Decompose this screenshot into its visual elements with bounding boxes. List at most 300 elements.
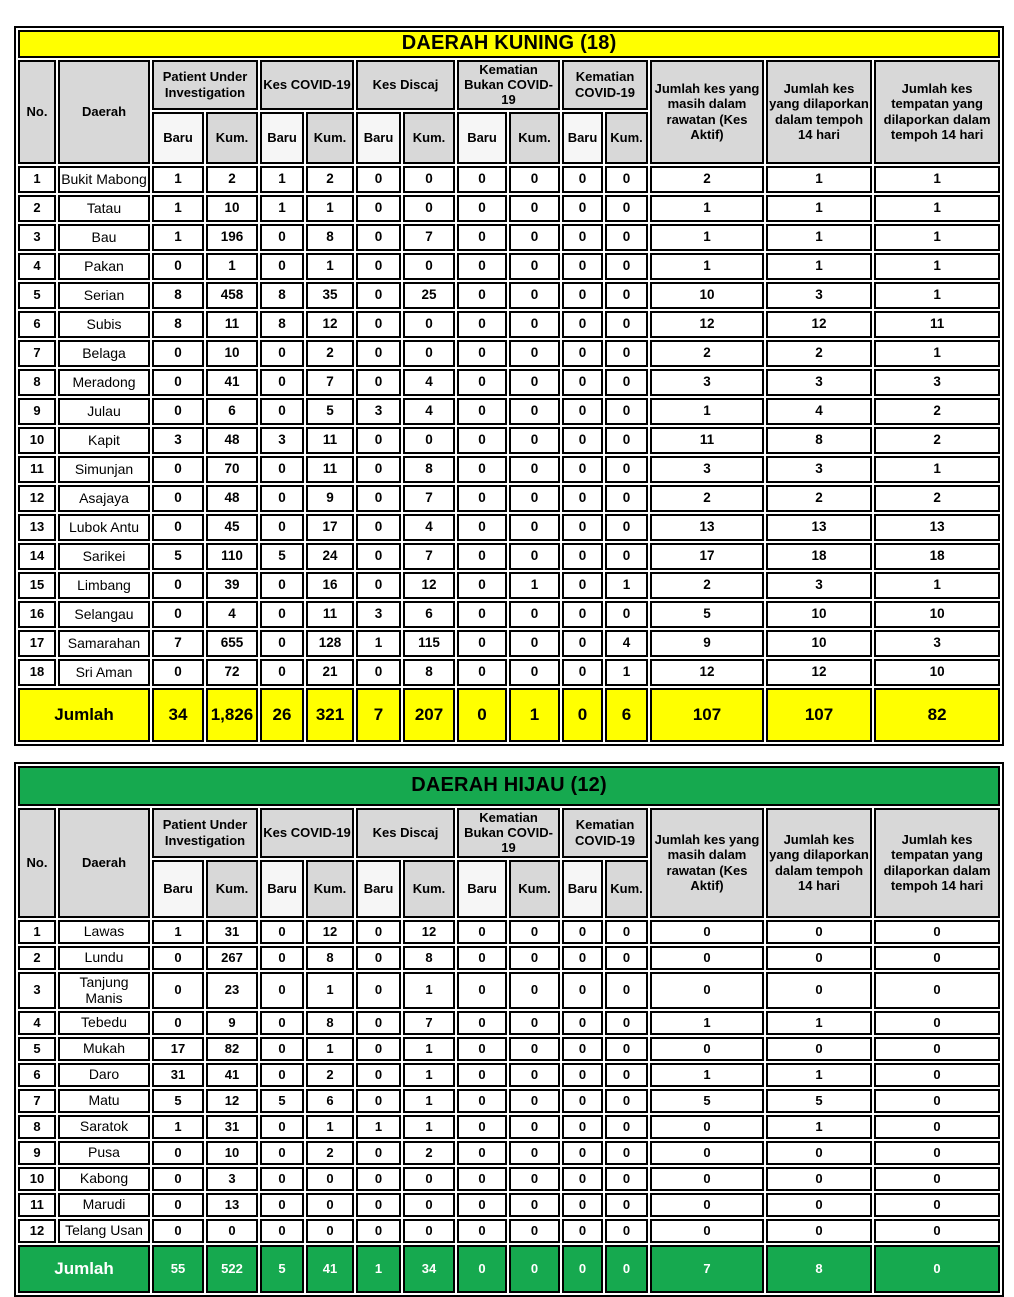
sub-header-kum: Kum. [206,112,258,164]
cell-value: 0 [509,920,560,944]
cell-value: 3 [260,427,304,454]
col-header-daerah: Daerah [58,808,150,918]
cell-value: 0 [457,1167,507,1191]
cell-value: 0 [509,427,560,454]
cell-value: 0 [457,1115,507,1139]
cell-value: 655 [206,630,258,657]
cell-value: 1 [874,340,1000,367]
cell-value: 0 [152,1167,204,1191]
sub-header-kum: Kum. [306,112,354,164]
cell-daerah: Tebedu [58,1011,150,1035]
cell-value: 0 [457,1193,507,1217]
cell-value: 0 [562,340,603,367]
cell-value: 0 [152,572,204,599]
cell-value: 7 [403,485,455,512]
cell-value: 0 [562,601,603,628]
table-row [18,427,1000,454]
col-header-tempatan-14-hari: Jumlah kes tempatan yang dilaporkan dalam tempoh 14 hari [874,808,1000,918]
cell-value: 31 [206,1115,258,1139]
cell-value: 0 [562,1219,603,1243]
cell-value: 0 [356,1141,401,1165]
table-row [18,920,1000,944]
cell-value: 0 [766,1167,872,1191]
table-row [18,1037,1000,1061]
cell-value: 0 [509,1089,560,1113]
cell-value: 0 [260,253,304,280]
cell-no: 11 [18,1193,56,1217]
cell-value: 1 [605,659,648,686]
cell-value: 23 [206,972,258,1009]
cell-value: 0 [605,195,648,222]
cell-value: 0 [562,369,603,396]
sub-header-kum: Kum. [509,112,560,164]
cell-value: 1 [766,253,872,280]
cell-value: 0 [605,1167,648,1191]
cell-value: 3 [206,1167,258,1191]
col-header-kematian: Kematian COVID-19 [562,808,648,858]
cell-value: 5 [152,543,204,570]
cell-daerah: Asajaya [58,485,150,512]
cell-value: 0 [605,946,648,970]
cell-no: 6 [18,1063,56,1087]
cell-value: 0 [509,1115,560,1139]
cell-value: 0 [562,1141,603,1165]
cell-value: 0 [766,920,872,944]
cell-value: 0 [356,543,401,570]
cell-value: 0 [260,920,304,944]
cell-value: 1 [766,166,872,193]
cell-value: 0 [356,572,401,599]
cell-value: 3 [766,572,872,599]
cell-value: 0 [403,1219,455,1243]
cell-value: 0 [152,369,204,396]
cell-value: 458 [206,282,258,309]
daerah-hijau-table [14,762,1004,1297]
cell-value: 0 [605,166,648,193]
totals-value: 6 [605,688,648,742]
cell-value: 24 [306,543,354,570]
cell-value: 0 [605,1115,648,1139]
cell-value: 0 [509,946,560,970]
cell-value: 0 [152,340,204,367]
table-row [18,166,1000,193]
cell-daerah: Sarikei [58,543,150,570]
table-row [18,340,1000,367]
cell-value: 0 [152,1193,204,1217]
sub-header-baru: Baru [457,112,507,164]
totals-row [18,688,1000,742]
cell-value: 12 [206,1089,258,1113]
cell-value: 13 [766,514,872,541]
cell-value: 0 [605,543,648,570]
col-header-daerah: Daerah [58,60,150,164]
cell-value: 1 [509,572,560,599]
cell-no: 10 [18,427,56,454]
cell-value: 5 [152,1089,204,1113]
cell-value: 0 [457,1141,507,1165]
cell-daerah: Subis [58,311,150,338]
cell-value: 1 [403,972,455,1009]
table-row [18,398,1000,425]
totals-row [18,1245,1000,1293]
cell-value: 0 [152,1141,204,1165]
cell-value: 0 [356,1219,401,1243]
cell-value: 0 [509,340,560,367]
cell-value: 1 [874,166,1000,193]
cell-value: 0 [509,1219,560,1243]
cell-value: 11 [206,311,258,338]
totals-value: 82 [874,688,1000,742]
cell-value: 0 [509,398,560,425]
cell-daerah: Selangau [58,601,150,628]
totals-value: 1,826 [206,688,258,742]
cell-value: 0 [605,972,648,1009]
sub-header-baru: Baru [562,112,603,164]
cell-value: 48 [206,485,258,512]
cell-value: 0 [403,166,455,193]
cell-value: 0 [874,1115,1000,1139]
cell-value: 2 [874,485,1000,512]
cell-value: 1 [403,1115,455,1139]
cell-value: 41 [206,1063,258,1087]
cell-value: 0 [356,1193,401,1217]
cell-value: 0 [650,1167,764,1191]
cell-value: 0 [457,282,507,309]
cell-value: 10 [650,282,764,309]
cell-value: 0 [152,485,204,512]
cell-value: 0 [457,166,507,193]
cell-value: 8 [306,1011,354,1035]
cell-value: 1 [152,920,204,944]
cell-value: 0 [260,1011,304,1035]
table-row [18,1089,1000,1113]
cell-value: 0 [605,398,648,425]
cell-value: 0 [356,224,401,251]
cell-value: 0 [509,543,560,570]
totals-value: 55 [152,1245,204,1293]
cell-daerah: Lubok Antu [58,514,150,541]
cell-value: 3 [356,601,401,628]
cell-value: 17 [306,514,354,541]
cell-value: 21 [306,659,354,686]
cell-value: 0 [509,1011,560,1035]
cell-value: 0 [605,282,648,309]
cell-value: 0 [605,514,648,541]
cell-no: 16 [18,601,56,628]
col-header-kes-covid: Kes COVID-19 [260,808,354,858]
col-header-kes-discaj: Kes Discaj [356,60,455,110]
cell-no: 1 [18,920,56,944]
cell-value: 0 [650,920,764,944]
cell-daerah: Samarahan [58,630,150,657]
cell-no: 3 [18,224,56,251]
cell-value: 72 [206,659,258,686]
table-row [18,1141,1000,1165]
cell-value: 0 [356,340,401,367]
cell-value: 1 [874,456,1000,483]
cell-value: 10 [766,601,872,628]
cell-value: 4 [403,398,455,425]
cell-no: 7 [18,1089,56,1113]
cell-value: 2 [650,166,764,193]
cell-value: 0 [562,572,603,599]
cell-value: 0 [260,630,304,657]
cell-value: 3 [650,456,764,483]
cell-value: 0 [260,946,304,970]
sub-header-kum: Kum. [605,112,648,164]
table-row [18,630,1000,657]
cell-value: 0 [152,253,204,280]
cell-value: 8 [766,427,872,454]
cell-value: 1 [874,253,1000,280]
totals-value: 0 [874,1245,1000,1293]
cell-value: 0 [457,1089,507,1113]
cell-value: 0 [509,369,560,396]
table-row [18,456,1000,483]
cell-no: 3 [18,972,56,1009]
cell-value: 39 [206,572,258,599]
cell-value: 0 [403,1167,455,1191]
totals-value: 41 [306,1245,354,1293]
cell-value: 8 [152,311,204,338]
cell-value: 7 [403,224,455,251]
cell-value: 1 [306,253,354,280]
cell-value: 0 [874,1193,1000,1217]
table-row [18,485,1000,512]
col-header-kes-discaj: Kes Discaj [356,808,455,858]
cell-value: 0 [766,1219,872,1243]
cell-value: 45 [206,514,258,541]
cell-value: 0 [562,1063,603,1087]
cell-value: 0 [356,1011,401,1035]
cell-daerah: Serian [58,282,150,309]
col-header-kes-aktif: Jumlah kes yang masih dalam rawatan (Kes Aktif) [650,808,764,918]
cell-value: 5 [260,1089,304,1113]
cell-value: 8 [152,282,204,309]
cell-value: 0 [605,920,648,944]
cell-value: 0 [562,311,603,338]
cell-value: 2 [403,1141,455,1165]
cell-value: 0 [457,514,507,541]
cell-no: 2 [18,195,56,222]
cell-value: 1 [306,195,354,222]
cell-value: 0 [562,253,603,280]
cell-value: 0 [605,1219,648,1243]
cell-value: 1 [766,224,872,251]
cell-value: 0 [605,1089,648,1113]
cell-value: 0 [874,1037,1000,1061]
sub-header-baru: Baru [152,112,204,164]
cell-value: 1 [306,972,354,1009]
cell-value: 2 [766,485,872,512]
cell-value: 0 [457,920,507,944]
cell-value: 0 [306,1167,354,1191]
cell-value: 0 [457,253,507,280]
cell-value: 3 [874,369,1000,396]
table-row [18,1063,1000,1087]
table-row [18,253,1000,280]
cell-value: 0 [562,659,603,686]
cell-no: 8 [18,369,56,396]
col-header-no: No. [18,60,56,164]
cell-value: 31 [206,920,258,944]
totals-value: 207 [403,688,455,742]
cell-daerah: Julau [58,398,150,425]
cell-value: 0 [562,195,603,222]
cell-no: 9 [18,398,56,425]
cell-value: 0 [356,659,401,686]
cell-value: 4 [403,369,455,396]
cell-value: 12 [403,572,455,599]
cell-no: 6 [18,311,56,338]
col-header-tempatan-14-hari: Jumlah kes tempatan yang dilaporkan dalam tempoh 14 hari [874,60,1000,164]
cell-value: 0 [766,1037,872,1061]
totals-value: 0 [457,1245,507,1293]
totals-value: 522 [206,1245,258,1293]
cell-value: 70 [206,456,258,483]
cell-value: 0 [650,1141,764,1165]
cell-value: 0 [509,972,560,1009]
cell-value: 0 [874,1167,1000,1191]
col-header-14-hari: Jumlah kes yang dilaporkan dalam tempoh 14 hari [766,808,872,918]
cell-value: 8 [260,282,304,309]
col-header-pui: Patient Under Investigation [152,60,258,110]
cell-no: 12 [18,485,56,512]
table-row [18,311,1000,338]
cell-value: 0 [562,224,603,251]
totals-value: 321 [306,688,354,742]
cell-value: 0 [562,1037,603,1061]
cell-value: 17 [152,1037,204,1061]
cell-value: 0 [509,311,560,338]
cell-daerah: Belaga [58,340,150,367]
cell-value: 0 [260,1219,304,1243]
cell-value: 0 [562,514,603,541]
cell-value: 0 [766,946,872,970]
cell-value: 0 [260,398,304,425]
cell-value: 0 [605,340,648,367]
cell-value: 0 [260,1115,304,1139]
cell-no: 5 [18,282,56,309]
cell-value: 11 [874,311,1000,338]
cell-value: 0 [152,972,204,1009]
cell-value: 1 [306,1115,354,1139]
daerah-kuning-body [18,166,1000,742]
cell-value: 0 [562,456,603,483]
cell-value: 3 [874,630,1000,657]
cell-value: 0 [457,972,507,1009]
cell-value: 4 [766,398,872,425]
cell-value: 0 [403,311,455,338]
cell-value: 1 [206,253,258,280]
cell-value: 7 [306,369,354,396]
cell-value: 0 [509,1193,560,1217]
cell-value: 11 [650,427,764,454]
cell-value: 8 [403,946,455,970]
cell-value: 12 [306,920,354,944]
cell-value: 0 [650,1193,764,1217]
cell-value: 2 [306,1141,354,1165]
cell-value: 0 [605,485,648,512]
cell-value: 2 [874,398,1000,425]
cell-value: 1 [650,224,764,251]
cell-value: 8 [306,946,354,970]
cell-daerah: Simunjan [58,456,150,483]
col-header-kematian-bukan: Kematian Bukan COVID-19 [457,60,560,110]
cell-value: 3 [650,369,764,396]
cell-value: 16 [306,572,354,599]
cell-value: 0 [509,224,560,251]
cell-value: 0 [152,1011,204,1035]
cell-value: 0 [605,1193,648,1217]
cell-value: 0 [457,427,507,454]
cell-value: 0 [509,514,560,541]
totals-value: 8 [766,1245,872,1293]
cell-value: 0 [457,543,507,570]
cell-value: 41 [206,369,258,396]
cell-daerah: Bau [58,224,150,251]
cell-value: 7 [403,1011,455,1035]
cell-value: 3 [766,456,872,483]
cell-daerah: Limbang [58,572,150,599]
cell-value: 1 [152,195,204,222]
cell-value: 0 [605,311,648,338]
cell-value: 0 [260,340,304,367]
cell-value: 0 [509,456,560,483]
col-header-kes-covid: Kes COVID-19 [260,60,354,110]
table-row [18,195,1000,222]
col-header-pui: Patient Under Investigation [152,808,258,858]
cell-value: 0 [356,514,401,541]
cell-value: 2 [874,427,1000,454]
cell-value: 9 [650,630,764,657]
cell-value: 1 [650,195,764,222]
totals-value: 34 [152,688,204,742]
cell-no: 18 [18,659,56,686]
cell-value: 0 [356,485,401,512]
cell-value: 7 [403,543,455,570]
cell-value: 2 [766,340,872,367]
col-header-kematian: Kematian COVID-19 [562,60,648,110]
cell-value: 1 [403,1063,455,1087]
cell-value: 196 [206,224,258,251]
cell-value: 5 [650,1089,764,1113]
cell-value: 0 [457,398,507,425]
cell-value: 0 [260,1141,304,1165]
cell-value: 0 [650,946,764,970]
cell-value: 4 [605,630,648,657]
totals-value: 7 [356,688,401,742]
cell-value: 0 [605,253,648,280]
cell-value: 0 [562,1089,603,1113]
cell-daerah: Kapit [58,427,150,454]
cell-no: 13 [18,514,56,541]
sub-header-baru: Baru [356,860,401,918]
cell-value: 0 [562,920,603,944]
cell-value: 0 [457,485,507,512]
cell-value: 0 [152,1219,204,1243]
cell-value: 0 [650,972,764,1009]
cell-value: 18 [766,543,872,570]
cell-value: 0 [356,946,401,970]
cell-value: 12 [403,920,455,944]
cell-value: 0 [403,340,455,367]
cell-value: 0 [457,456,507,483]
cell-value: 0 [562,1193,603,1217]
cell-value: 12 [650,311,764,338]
totals-value: 0 [562,688,603,742]
cell-value: 1 [152,1115,204,1139]
